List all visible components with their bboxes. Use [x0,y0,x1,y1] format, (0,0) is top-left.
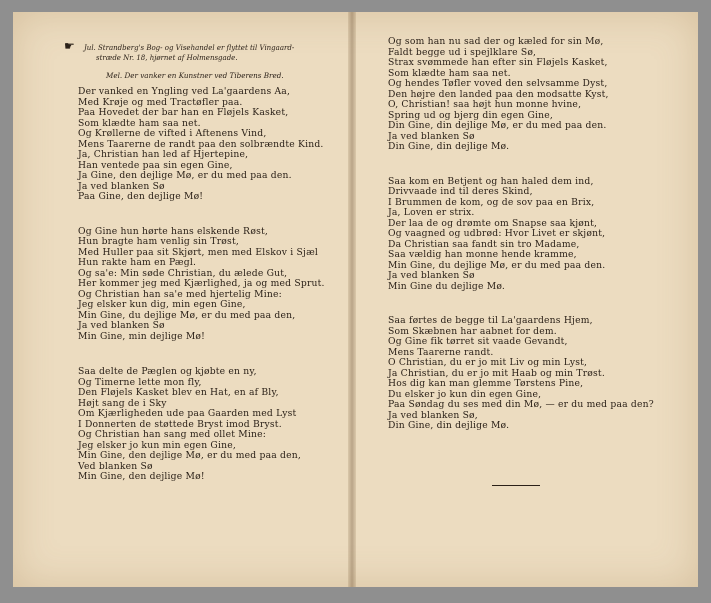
stanza: Der vanked en Yngling ved La'gaardens Aa, Med Krøje og med Tractøfler paa. Paa Hovedet der bar han en Fløjels Kasket, Som klædte ham saa net. Og Krøllerne de vifted i Aftenens Vind, Mens Taarerne de randt paa den solbrændte Kind. Ja, Christian han led af Hjertepine, Han ventede paa sin egen Gine, Ja Gine, den dejlige Mø, er du med paa den. Ja ved blanken Sø Paa Gine, den dejlige Mø! [78,86,324,202]
publisher-imprint [64,39,340,63]
left-page [64,39,340,483]
imprint-line-2: stræde Nr. 18, hjørnet af Holmensgade. [96,53,238,62]
melody-line: Mel. Der vanker en Kunstner ved Tiberens Bred. [106,71,284,80]
stanza: Saa delte de Pæglen og kjøbte en ny, Og Timerne lette mon fly, Den Fløjels Kasket blev en Hat, en af Bly, Højt sang de i Sky Om Kjærligheden ude paa Gaarden med Lyst I Donnerten de støttede Bryst imod Bryst. Og Christian han sang med ollet Mine: Jeg elsker jo kun min egen Gine, Min Gine, den dejlige Mø, er du med paa den, Ved blanken Sø Min Gine, den dejlige Mø! [78,366,302,482]
right-page [388,36,688,432]
closing-rule [492,485,540,486]
stanza: Og Gine hun hørte hans elskende Røst, Hun bragte ham venlig sin Trøst, Med Huller paa sit Skjørt, men med Elskov i Sjæl Hun rakte ham en Pægl. Og sa'e: Min søde Christian, du ælede Gut, Her kommer jeg med Kjærlighed, ja og med Sprut. Og Christian han sa'e med hjertelig Mine: Jeg elsker kun dig, min egen Gine, Min Gine, du dejlige Mø, er du med paa den, Ja ved blanken Sø Min Gine, min dejlige Mø! [78,225,325,342]
center-fold [348,12,356,587]
stanza: Saa førtes de begge til La'gaardens Hjem, Som Skæbnen har aabnet for dem. Og Gine fik tørret sit vaade Gevandt, Mens Taarerne randt. O Christian, du er jo mit Liv og min Lyst, Ja Christian, du er jo mit Haab og min Trøst. Hos dig kan man glemme Tørstens Pine, Du elsker jo kun din egen Gine, Paa Søndag du ses med din Mø, — er du med paa den? Ja ved blanken Sø, Din Gine, din dejlige Mø. [388,315,654,431]
stanza: Saa kom en Betjent og han haled dem ind, Drivvaade ind til deres Skind, I Brummen de kom, og de sov paa en Brix, Ja, Loven er strix. Der laa de og drømte om Snapse saa kjønt, Og vaagned og udbrød: Hvor Livet er skjønt, Da Christian saa fandt sin tro Madame, Saa vældig han monne hende kramme, Min Gine, du dejlige Mø, er du med paa den. Ja ved blanken Sø Min Gine du dejlige Mø. [388,175,606,292]
stanza: Og som han nu sad der og kæled for sin Mø, Faldt begge ud i spejlklare Sø, Strax svømmede han efter sin Fløjels Kasket, Som klædte ham saa net. Og hendes Tøfler voved den selvsamme Dyst, Den højre den landed paa den modsatte Kyst, O, Christian! saa højt hun monne hvine, Spring ud og bjerg din egen Gine, Din Gine, din dejlige Mø, er du med paa den. Ja ved blanken Sø Din Gine, din dejlige Mø. [388,36,609,152]
pointing-hand-icon: ☛ [64,39,75,53]
imprint-line-1: Jul. Strandberg's Bog- og Visehandel er flyttet til Vingaard- [84,44,295,52]
